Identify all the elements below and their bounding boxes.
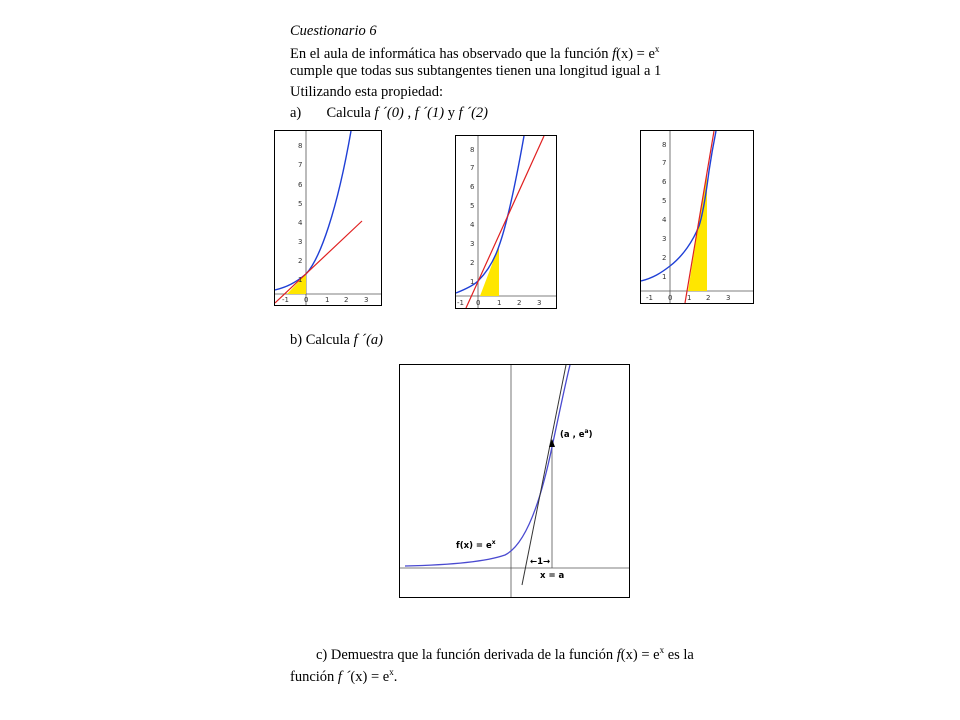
graph-1-y-ticks bbox=[298, 142, 303, 284]
graph-1-svg bbox=[275, 131, 381, 305]
graph-big-svg bbox=[400, 365, 629, 597]
graph-3-y-tick: 5 bbox=[662, 197, 667, 205]
graph-1-y-tick: 8 bbox=[298, 142, 303, 150]
graph-2-y-tick: 8 bbox=[470, 146, 475, 154]
graph-2-x-tick: -1 bbox=[457, 299, 464, 307]
graph-3-x-tick: 1 bbox=[687, 294, 692, 302]
part-b-da: f ´(a) bbox=[353, 332, 384, 348]
graph-1-x-tick: 0 bbox=[304, 296, 309, 304]
graph-1-y-tick: 2 bbox=[298, 257, 303, 265]
intro-line-2: cumple que todas sus subtangentes tienen una longitud igual a 1 bbox=[290, 63, 662, 79]
big-point-label: (a , $e^a$) bbox=[560, 428, 593, 440]
graph-tangent-at-1 bbox=[455, 135, 557, 309]
big-subtangent-label: ←1→ bbox=[530, 557, 551, 567]
graph-1-grid bbox=[275, 131, 381, 305]
graph-tangent-at-2 bbox=[640, 130, 754, 304]
intro-line-3: Utilizando esta propiedad: bbox=[290, 84, 444, 100]
big-tangent-line bbox=[522, 365, 566, 585]
graph-3-y-tick: 1 bbox=[662, 273, 667, 281]
part-a-d2: f ´(2) bbox=[458, 105, 488, 121]
graph-general-subtangent bbox=[399, 364, 630, 598]
graph-2-x-tick: 2 bbox=[517, 299, 522, 307]
part-c-deriv-expr: (x) = e bbox=[350, 668, 390, 685]
graph-2-svg bbox=[456, 136, 556, 308]
part-b-line bbox=[290, 331, 383, 349]
part-a-label: a) bbox=[290, 105, 302, 121]
graph-3-y-tick: 4 bbox=[662, 216, 667, 224]
graph-3-x-tick: 3 bbox=[726, 294, 731, 302]
part-a-sep2: y bbox=[444, 105, 459, 121]
graph-1-x-tick: 3 bbox=[364, 296, 369, 304]
graph-tangent-at-0 bbox=[274, 130, 382, 306]
graph-3-svg bbox=[641, 131, 753, 303]
graph-3-y-tick: 6 bbox=[662, 178, 667, 186]
graph-1-y-tick: 1 bbox=[298, 276, 303, 284]
part-c-line-2-text: función bbox=[290, 668, 338, 685]
graph-1-x-tick: 1 bbox=[325, 296, 330, 304]
part-a-line bbox=[290, 104, 488, 122]
graph-2-y-tick: 7 bbox=[470, 164, 475, 172]
graph-1-y-tick: 6 bbox=[298, 181, 303, 189]
graph-3-y-tick: 3 bbox=[662, 235, 667, 243]
graph-3-y-tick: 8 bbox=[662, 141, 667, 149]
graph-3-x-tick: 2 bbox=[706, 294, 711, 302]
part-c-line-1-text: c) Demuestra que la función derivada de la función bbox=[316, 646, 617, 663]
graph-2-y-tick: 2 bbox=[470, 259, 475, 267]
part-a-d1: f ´(1) bbox=[414, 105, 445, 121]
graph-1-y-tick: 3 bbox=[298, 238, 303, 246]
part-c-deriv-name: f ´ bbox=[337, 668, 351, 685]
graph-2-y-tick: 6 bbox=[470, 183, 475, 191]
graph-1-y-tick: 7 bbox=[298, 161, 303, 169]
intro-func-exponent: x bbox=[654, 44, 660, 54]
graph-1-exp-curve bbox=[275, 131, 351, 290]
intro-line-1 bbox=[290, 40, 659, 63]
graph-2-x-tick: 3 bbox=[537, 299, 542, 307]
part-c-deriv-exponent: x bbox=[389, 667, 394, 677]
intro-func-expr: (x) = e bbox=[616, 45, 655, 62]
intro-func-name: f bbox=[612, 45, 617, 62]
graph-2-y-tick: 1 bbox=[470, 278, 475, 286]
part-c-line-1 bbox=[316, 641, 694, 664]
graph-2-exp-curve bbox=[456, 136, 524, 293]
part-a-text: Calcula bbox=[326, 105, 375, 121]
big-exp-curve bbox=[405, 365, 570, 566]
graph-1-x-tick: 2 bbox=[344, 296, 349, 304]
graph-2-x-tick: 1 bbox=[497, 299, 502, 307]
part-a-d0: f ´(0) bbox=[374, 105, 404, 121]
part-c-func-exponent: x bbox=[659, 645, 665, 655]
graph-2-y-tick: 3 bbox=[470, 240, 475, 248]
intro-line-1-text: En el aula de informática has observado que la función bbox=[290, 45, 613, 62]
big-func-label: $f(x) = e^x$ bbox=[456, 539, 496, 551]
graph-2-x-tick: 0 bbox=[476, 299, 481, 307]
graph-3-y-ticks bbox=[662, 141, 667, 281]
graph-1-tangent-line bbox=[275, 221, 362, 303]
big-x-label: x = a bbox=[540, 571, 565, 581]
graph-2-y-ticks bbox=[470, 146, 475, 286]
part-a-sep1: , bbox=[403, 105, 415, 121]
page-title: Cuestionario 6 bbox=[290, 23, 377, 39]
graph-3-x-ticks bbox=[646, 294, 730, 302]
part-c-line-1-end: es la bbox=[664, 646, 694, 663]
graph-1-x-ticks bbox=[282, 296, 368, 304]
graph-3-y-tick: 7 bbox=[662, 159, 667, 167]
graph-1-y-tick: 4 bbox=[298, 219, 303, 227]
graph-1-y-tick: 5 bbox=[298, 200, 303, 208]
part-c-line-2 bbox=[290, 663, 397, 686]
part-b-label: b) Calcula bbox=[290, 332, 354, 348]
part-c-line-2-end: . bbox=[393, 668, 398, 685]
graph-3-x-tick: -1 bbox=[646, 294, 653, 302]
graph-3-x-tick: 0 bbox=[668, 294, 673, 302]
part-c-func-name: f bbox=[616, 646, 621, 663]
graph-2-y-tick: 4 bbox=[470, 221, 475, 229]
graph-1-x-tick: -1 bbox=[282, 296, 289, 304]
part-c-func-expr: (x) = e bbox=[620, 646, 660, 663]
graph-3-y-tick: 2 bbox=[662, 254, 667, 262]
graph-2-y-tick: 5 bbox=[470, 202, 475, 210]
